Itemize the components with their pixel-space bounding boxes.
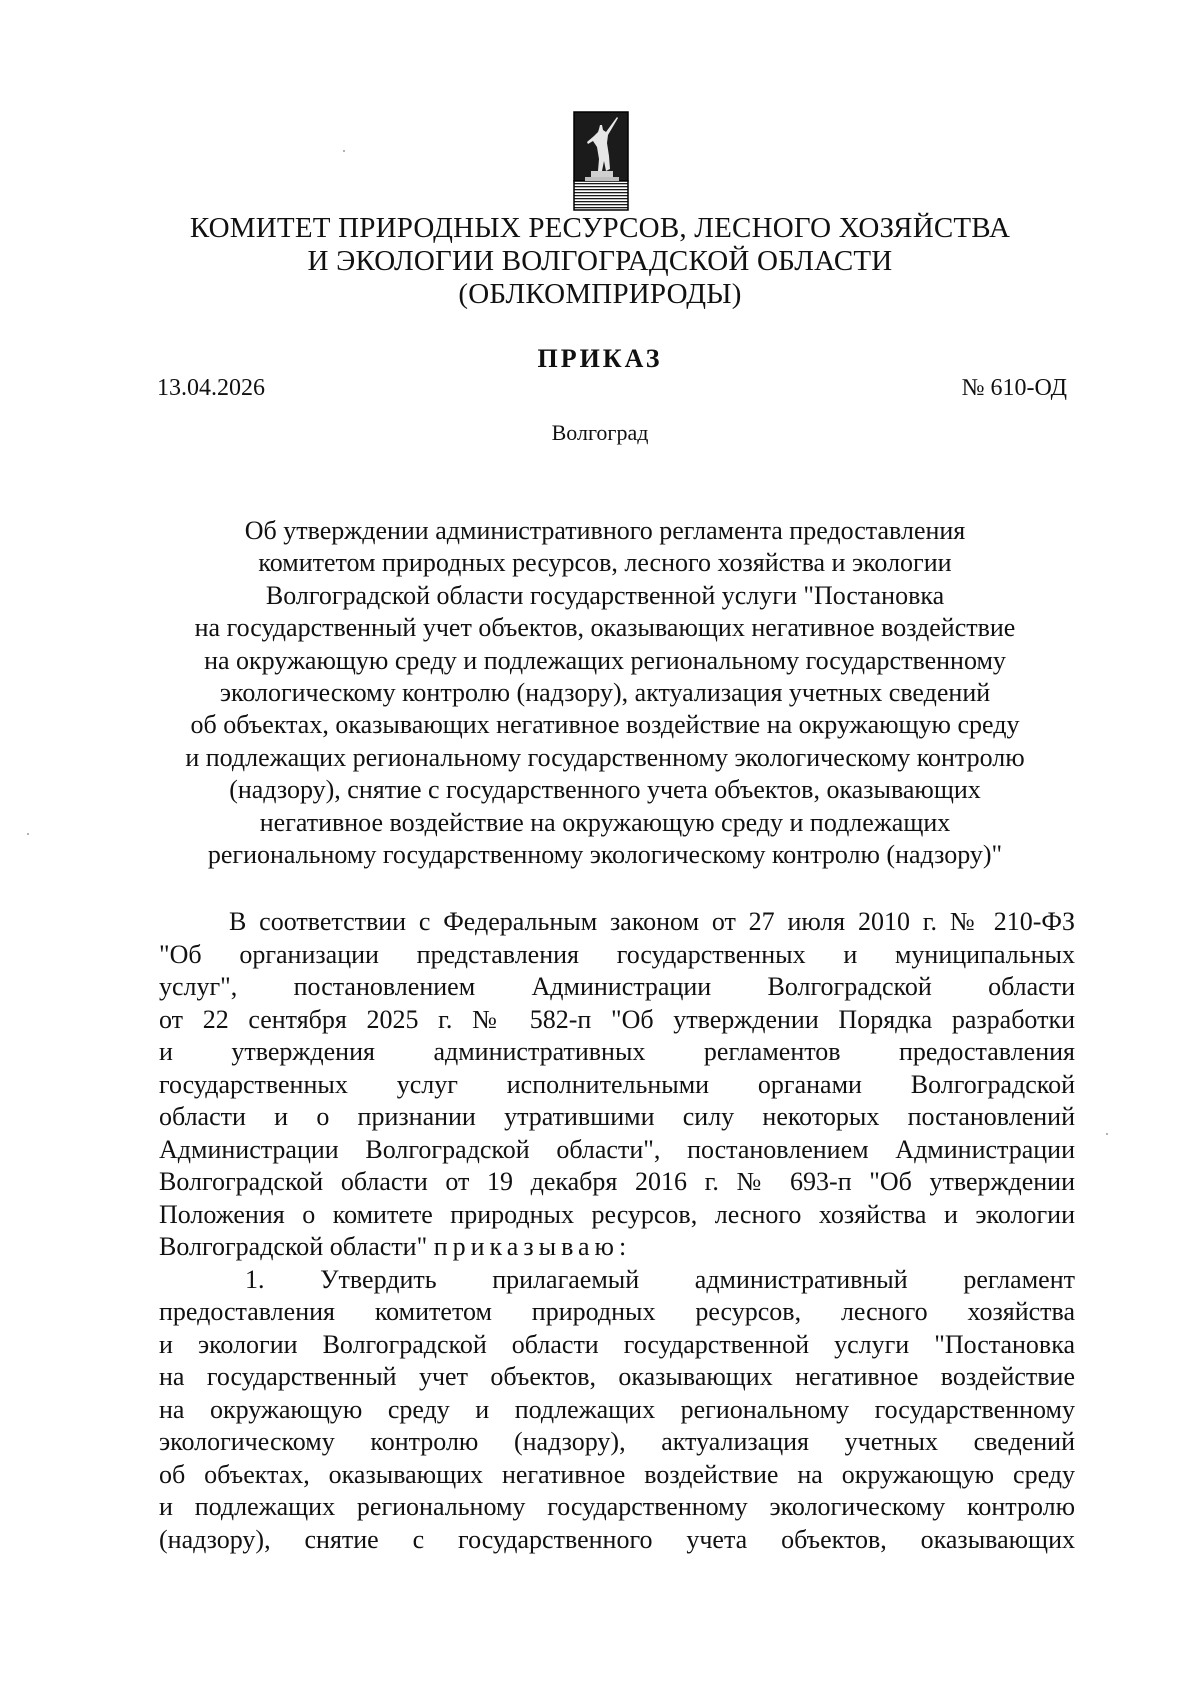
subject-line: и подлежащих региональному государственному экологическому контролю xyxy=(185,742,1025,772)
body-line: и утверждения административных регламентов предоставления xyxy=(159,1037,1075,1066)
body-line: и подлежащих региональному государственному экологическому контролю xyxy=(159,1492,1075,1521)
subject-line: комитетом природных ресурсов, лесного хозяйства и экологии xyxy=(258,548,952,578)
subject-line: региональному государственному экологическому контролю (надзору)" xyxy=(207,840,1003,870)
body-line-order xyxy=(159,1231,1075,1264)
subject-line: (надзору), снятие с государственного учета объектов, оказывающих xyxy=(229,775,981,805)
document-city: Волгоград xyxy=(551,420,649,445)
subject-line: Волгоградской области государственной услуги "Постановка xyxy=(265,580,945,610)
body-line: услуг", постановлением Администрации Волгоградской области xyxy=(159,972,1075,1001)
organization-title-line: КОМИТЕТ ПРИРОДНЫХ РЕСУРСОВ, ЛЕСНОГО ХОЗЯЙСТВА xyxy=(189,212,1011,244)
body-line: предоставления комитетом природных ресурсов, лесного хозяйства xyxy=(159,1297,1075,1326)
scan-artifact xyxy=(27,833,29,835)
document-body xyxy=(159,906,1075,1556)
preamble-last-line: Волгоградской области" xyxy=(159,1232,428,1261)
body-line: 1. Утвердить прилагаемый административный регламент xyxy=(245,1264,1075,1294)
volgograd-oblast-coat-of-arms-icon xyxy=(573,111,629,211)
organization-title-line: (ОБЛКОМПРИРОДЫ) xyxy=(458,278,742,310)
body-line: государственных услуг исполнительными органами Волгоградской xyxy=(159,1069,1075,1099)
document-kind: ПРИКАЗ xyxy=(537,344,663,373)
document-subject xyxy=(130,515,1080,871)
body-line: "Об организации представления государственных и муниципальных xyxy=(159,939,1075,969)
body-line: об объектах, оказывающих негативное воздействие на окружающую среду xyxy=(159,1459,1075,1489)
document-number: № 610-ОД xyxy=(961,375,1067,401)
organization-title xyxy=(120,212,1080,311)
body-line: и экологии Волгоградской области государственной услуги "Постановка xyxy=(159,1329,1075,1359)
body-line: Положения о комитете природных ресурсов, лесного хозяйства и экологии xyxy=(159,1199,1075,1229)
body-line: (надзору), снятие с государственного учета объектов, оказывающих xyxy=(159,1524,1075,1554)
organization-title-line: И ЭКОЛОГИИ ВОЛГОГРАДСКОЙ ОБЛАСТИ xyxy=(307,245,893,277)
scan-artifact xyxy=(1106,1133,1108,1135)
body-line: Администрации Волгоградской области", постановлением Администрации xyxy=(159,1134,1075,1164)
subject-line: негативное воздействие на окружающую среду и подлежащих xyxy=(259,807,951,837)
body-line: В соответствии с Федеральным законом от 27 июля 2010 г. № 210-ФЗ xyxy=(229,907,1075,936)
subject-line: на государственный учет объектов, оказывающих негативное воздействие xyxy=(194,613,1016,643)
order-word: приказываю: xyxy=(433,1232,632,1261)
document-date: 13.04.2026 xyxy=(157,375,265,401)
subject-line: об объектах, оказывающих негативное воздействие на окружающую среду xyxy=(190,710,1020,740)
subject-line: на окружающую среду и подлежащих региональному государственному xyxy=(204,645,1006,675)
body-line: экологическому контролю (надзору), актуализация учетных сведений xyxy=(159,1427,1075,1456)
body-line: области и о признании утратившими силу некоторых постановлений xyxy=(159,1102,1075,1131)
body-line: на государственный учет объектов, оказывающих негативное воздействие xyxy=(159,1362,1075,1391)
body-line: Волгоградской области от 19 декабря 2016 г. № 693-п "Об утверждении xyxy=(159,1167,1075,1196)
body-line: на окружающую среду и подлежащих региональному государственному xyxy=(159,1394,1075,1424)
body-line: от 22 сентября 2025 г. № 582-п "Об утверждении Порядка разработки xyxy=(159,1004,1075,1034)
subject-line: Об утверждении административного регламента предоставления xyxy=(244,516,966,545)
scan-artifact xyxy=(343,150,345,152)
subject-line: экологическому контролю (надзору), актуализация учетных сведений xyxy=(219,678,991,708)
